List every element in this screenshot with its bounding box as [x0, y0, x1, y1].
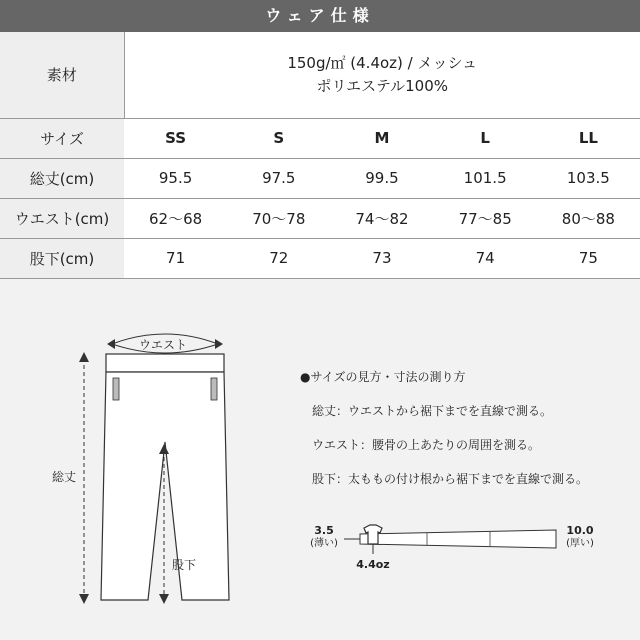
value-cell: 103.5 [537, 158, 640, 198]
inseam-row [0, 238, 640, 278]
value-cell: 97.5 [227, 158, 330, 198]
thickness-min [306, 524, 342, 550]
gauge-bar [360, 530, 556, 548]
pants-body-shape [101, 372, 229, 600]
thickness-min-value: 3.5 [314, 524, 334, 537]
inseam-arrowhead-bottom [159, 594, 169, 604]
guide-line-length: 総丈：ウエストから裾下までを直線で測る。 [312, 404, 553, 418]
material-value [124, 32, 640, 118]
inseam-label: 股下 [172, 558, 197, 572]
material-row [0, 32, 640, 118]
row-label: 股下(cm) [0, 238, 124, 278]
value-cell: 74〜82 [330, 198, 433, 238]
right-pocket-shape [211, 378, 217, 400]
value-cell: 80〜88 [537, 198, 640, 238]
value-cell: 77〜85 [434, 198, 537, 238]
waist-arrowhead-left [107, 339, 115, 349]
value-cell: 70〜78 [227, 198, 330, 238]
thickness-max-label: (厚い) [566, 538, 594, 549]
spec-header [0, 0, 640, 32]
thickness-max-value: 10.0 [566, 524, 594, 537]
spec-table [0, 32, 640, 279]
header-title: ウェア仕様 [265, 6, 375, 25]
waist-arrowhead-right [215, 339, 223, 349]
waist-label: ウエスト [139, 338, 188, 352]
size-cell: L [434, 118, 537, 158]
left-pocket-shape [113, 378, 119, 400]
size-cell: M [330, 118, 433, 158]
material-label: 素材 [0, 32, 124, 118]
thickness-max [560, 524, 600, 550]
row-label: 総丈(cm) [0, 158, 124, 198]
value-cell: 99.5 [330, 158, 433, 198]
value-cell: 72 [227, 238, 330, 278]
waistband-shape [106, 354, 224, 372]
material-line-1: 150g/㎡ (4.4oz) / メッシュ [287, 53, 478, 72]
value-cell: 73 [330, 238, 433, 278]
value-cell: 62〜68 [124, 198, 227, 238]
size-label: サイズ [0, 118, 124, 158]
waist-row [0, 198, 640, 238]
length-arrowhead-bottom [79, 594, 89, 604]
pants-illustration [0, 282, 640, 640]
value-cell: 75 [537, 238, 640, 278]
value-cell: 74 [434, 238, 537, 278]
size-cell: S [227, 118, 330, 158]
thickness-min-label: (薄い) [310, 538, 338, 549]
length-arrowhead-top [79, 352, 89, 362]
guide-title: ●サイズの見方・寸法の測り方 [300, 370, 466, 384]
size-cell: LL [537, 118, 640, 158]
size-row [0, 118, 640, 158]
guide-line-inseam: 股下：太ももの付け根から裾下までを直線で測る。 [312, 472, 589, 486]
row-label: ウエスト(cm) [0, 198, 124, 238]
measurement-diagram [0, 282, 640, 640]
thickness-marker-value: 4.4oz [356, 558, 390, 571]
value-cell: 71 [124, 238, 227, 278]
size-cell: SS [124, 118, 227, 158]
guide-line-waist: ウエスト：腰骨の上あたりの周囲を測る。 [312, 438, 541, 452]
length-row [0, 158, 640, 198]
value-cell: 101.5 [434, 158, 537, 198]
material-line-2: ポリエステル100% [316, 76, 449, 95]
value-cell: 95.5 [124, 158, 227, 198]
length-label: 総丈 [52, 470, 77, 484]
